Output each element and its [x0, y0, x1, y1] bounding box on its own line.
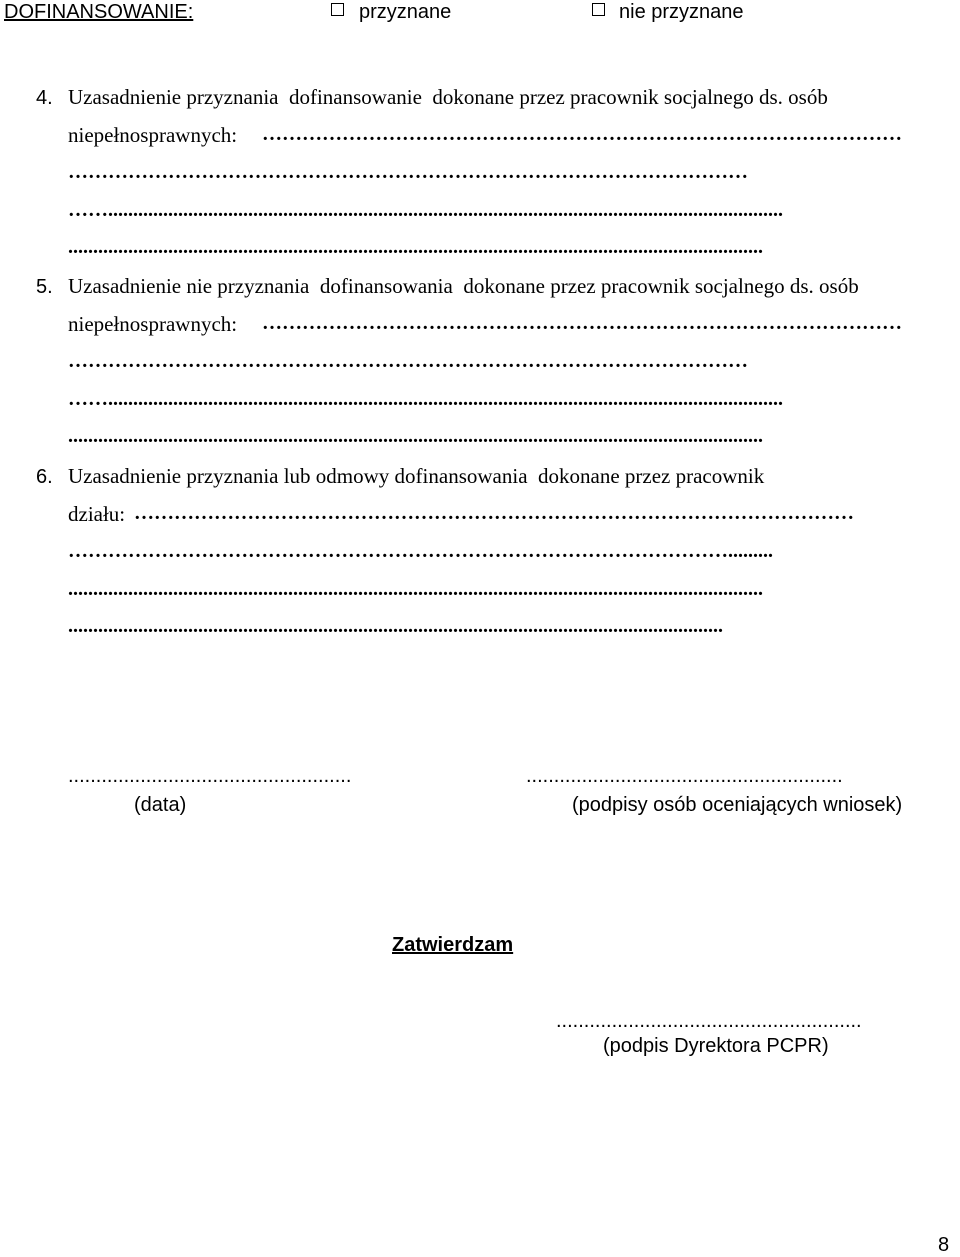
section-6-fill-line-2[interactable]: ……………………………………………………………………………………….........	[68, 540, 773, 562]
director-signature-line[interactable]: .......................................................	[556, 1010, 862, 1032]
page-number: 8	[938, 1234, 950, 1256]
evaluators-signature-line[interactable]: .........................................................	[526, 765, 843, 787]
checkbox-not-granted[interactable]	[592, 3, 605, 16]
section-5-fill-line-3[interactable]: …….......................................................................................................................................	[68, 388, 783, 410]
section-6-number: 6.	[36, 466, 53, 488]
section-5-fill-line-2[interactable]: …………………………………………………………………………………………	[68, 350, 748, 372]
section-4-label: niepełnosprawnych:	[68, 123, 238, 147]
section-6-fill-line-1[interactable]: ………………………………………………………………………………………………	[134, 502, 854, 524]
approve-label: Zatwierdzam	[392, 934, 514, 956]
section-4-fill-line-1[interactable]: ……………………………………………………………………………………	[262, 123, 902, 145]
date-label: (data)	[134, 794, 187, 816]
evaluators-label: (podpisy osób oceniających wniosek)	[572, 794, 903, 816]
section-6-label: działu:	[68, 502, 126, 526]
section-4-number: 4.	[36, 87, 53, 109]
section-4-fill-line-3[interactable]: …….......................................................................................................................................	[68, 199, 783, 221]
section-4-title: Uzasadnienie przyznania dofinansowanie dokonane przez pracownik socjalnego ds. osób	[68, 85, 828, 109]
section-5-title: Uzasadnienie nie przyznania dofinansowania dokonane przez pracownik socjalnego ds. osób	[68, 274, 859, 298]
director-label: (podpis Dyrektora PCPR)	[603, 1035, 829, 1057]
option-not-granted-label: nie przyznane	[619, 1, 744, 23]
section-4-fill-line-2[interactable]: …………………………………………………………………………………………	[68, 161, 748, 183]
checkbox-granted[interactable]	[331, 3, 344, 16]
section-6-fill-line-3[interactable]: ...........................................................................................................................................	[68, 578, 763, 600]
section-5-number: 5.	[36, 276, 53, 298]
section-5-fill-line-4[interactable]: ...........................................................................................................................................	[68, 425, 763, 447]
section-6-title: Uzasadnienie przyznania lub odmowy dofinansowania dokonane przez pracownik	[68, 464, 765, 488]
section-4-fill-line-4[interactable]: ...........................................................................................................................................	[68, 236, 763, 258]
section-5-label: niepełnosprawnych:	[68, 312, 238, 336]
financing-title: DOFINANSOWANIE:	[4, 1, 194, 23]
date-signature-line[interactable]: ...................................................	[68, 765, 352, 787]
section-5-fill-line-1[interactable]: ……………………………………………………………………………………	[262, 312, 902, 334]
option-granted-label: przyznane	[359, 1, 452, 23]
section-6-fill-line-4[interactable]: ...................................................................................................................................	[68, 615, 723, 637]
